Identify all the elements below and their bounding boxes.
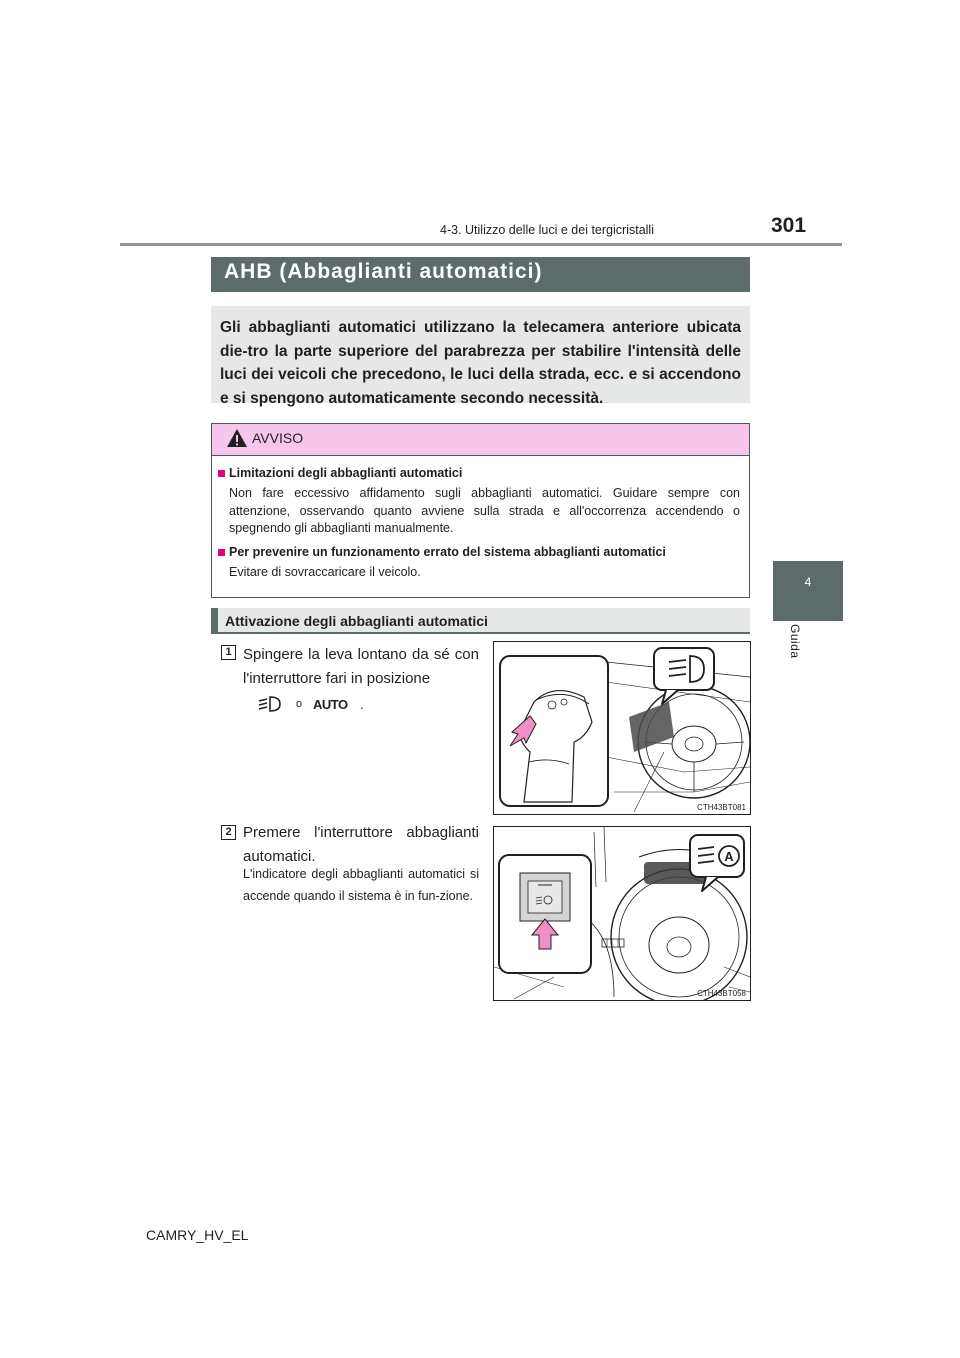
figure-lever	[493, 641, 751, 815]
inline-auto-label: AUTO	[313, 697, 348, 712]
warning-triangle-icon	[226, 428, 248, 448]
figure-switch	[493, 826, 751, 1001]
section-title: 4-3. Utilizzo delle luci e dei tergicristalli	[440, 223, 654, 237]
figure-code: CTH43BT058	[697, 989, 746, 998]
intro-text: Gli abbaglianti automatici utilizzano la telecamera anteriore ubicata die-tro la parte superiore del parabrezza per stabilire l'intensità delle luci dei veicoli che precedono, le luci della strada, ecc. e si accendono e si spengono automaticamente secondo necessità.	[220, 319, 741, 407]
inline-or: o	[296, 698, 303, 710]
lever-illustration	[494, 642, 750, 814]
header-rule	[120, 243, 842, 246]
step-note: L'indicatore degli abbaglianti automatici si accende quando il sistema è in fun-zione.	[243, 867, 479, 903]
model-code: CAMRY_HV_EL	[146, 1227, 249, 1243]
warning-item-heading: Limitazioni degli abbaglianti automatici	[229, 466, 463, 480]
warning-item-body: Non fare eccessivo affidamento sugli abbaglianti automatici. Guidare sempre con attenzione, osservando quanto avviene sulla strada e all'occorrenza accendendo o spegnendo gli abbaglianti manualmente.	[229, 486, 740, 535]
subheading: Attivazione degli abbaglianti automatici	[225, 613, 488, 629]
subheading-accent	[211, 608, 218, 633]
warning-item-body: Evitare di sovraccaricare il veicolo.	[229, 565, 421, 579]
figure-code: CTH43BT081	[697, 803, 746, 812]
step-number: 1	[221, 645, 236, 660]
step-number: 2	[221, 825, 236, 840]
step-text: Spingere la leva lontano da sé con l'interruttore fari in posizione	[243, 646, 479, 687]
step-text: Premere l'interruttore abbaglianti automatici.	[243, 824, 479, 865]
switch-illustration	[494, 827, 750, 1000]
warning-title: AVVISO	[252, 430, 304, 446]
warning-item-heading: Per prevenire un funzionamento errato del sistema abbaglianti automatici	[229, 545, 666, 559]
headlight-icon	[256, 694, 282, 714]
chapter-number: 4	[804, 575, 812, 589]
svg-text:A: A	[724, 849, 734, 864]
chapter-label	[788, 624, 802, 684]
warning-bullet-icon	[218, 549, 225, 556]
subheading-rule	[211, 632, 750, 634]
intro-box	[211, 306, 750, 407]
page-number: 301	[771, 214, 807, 237]
chapter-label-text: Guida	[788, 624, 802, 659]
inline-period: .	[360, 697, 364, 712]
page-title: AHB (Abbaglianti automatici)	[224, 260, 543, 283]
chapter-tab	[773, 561, 843, 621]
warning-bullet-icon	[218, 470, 225, 477]
